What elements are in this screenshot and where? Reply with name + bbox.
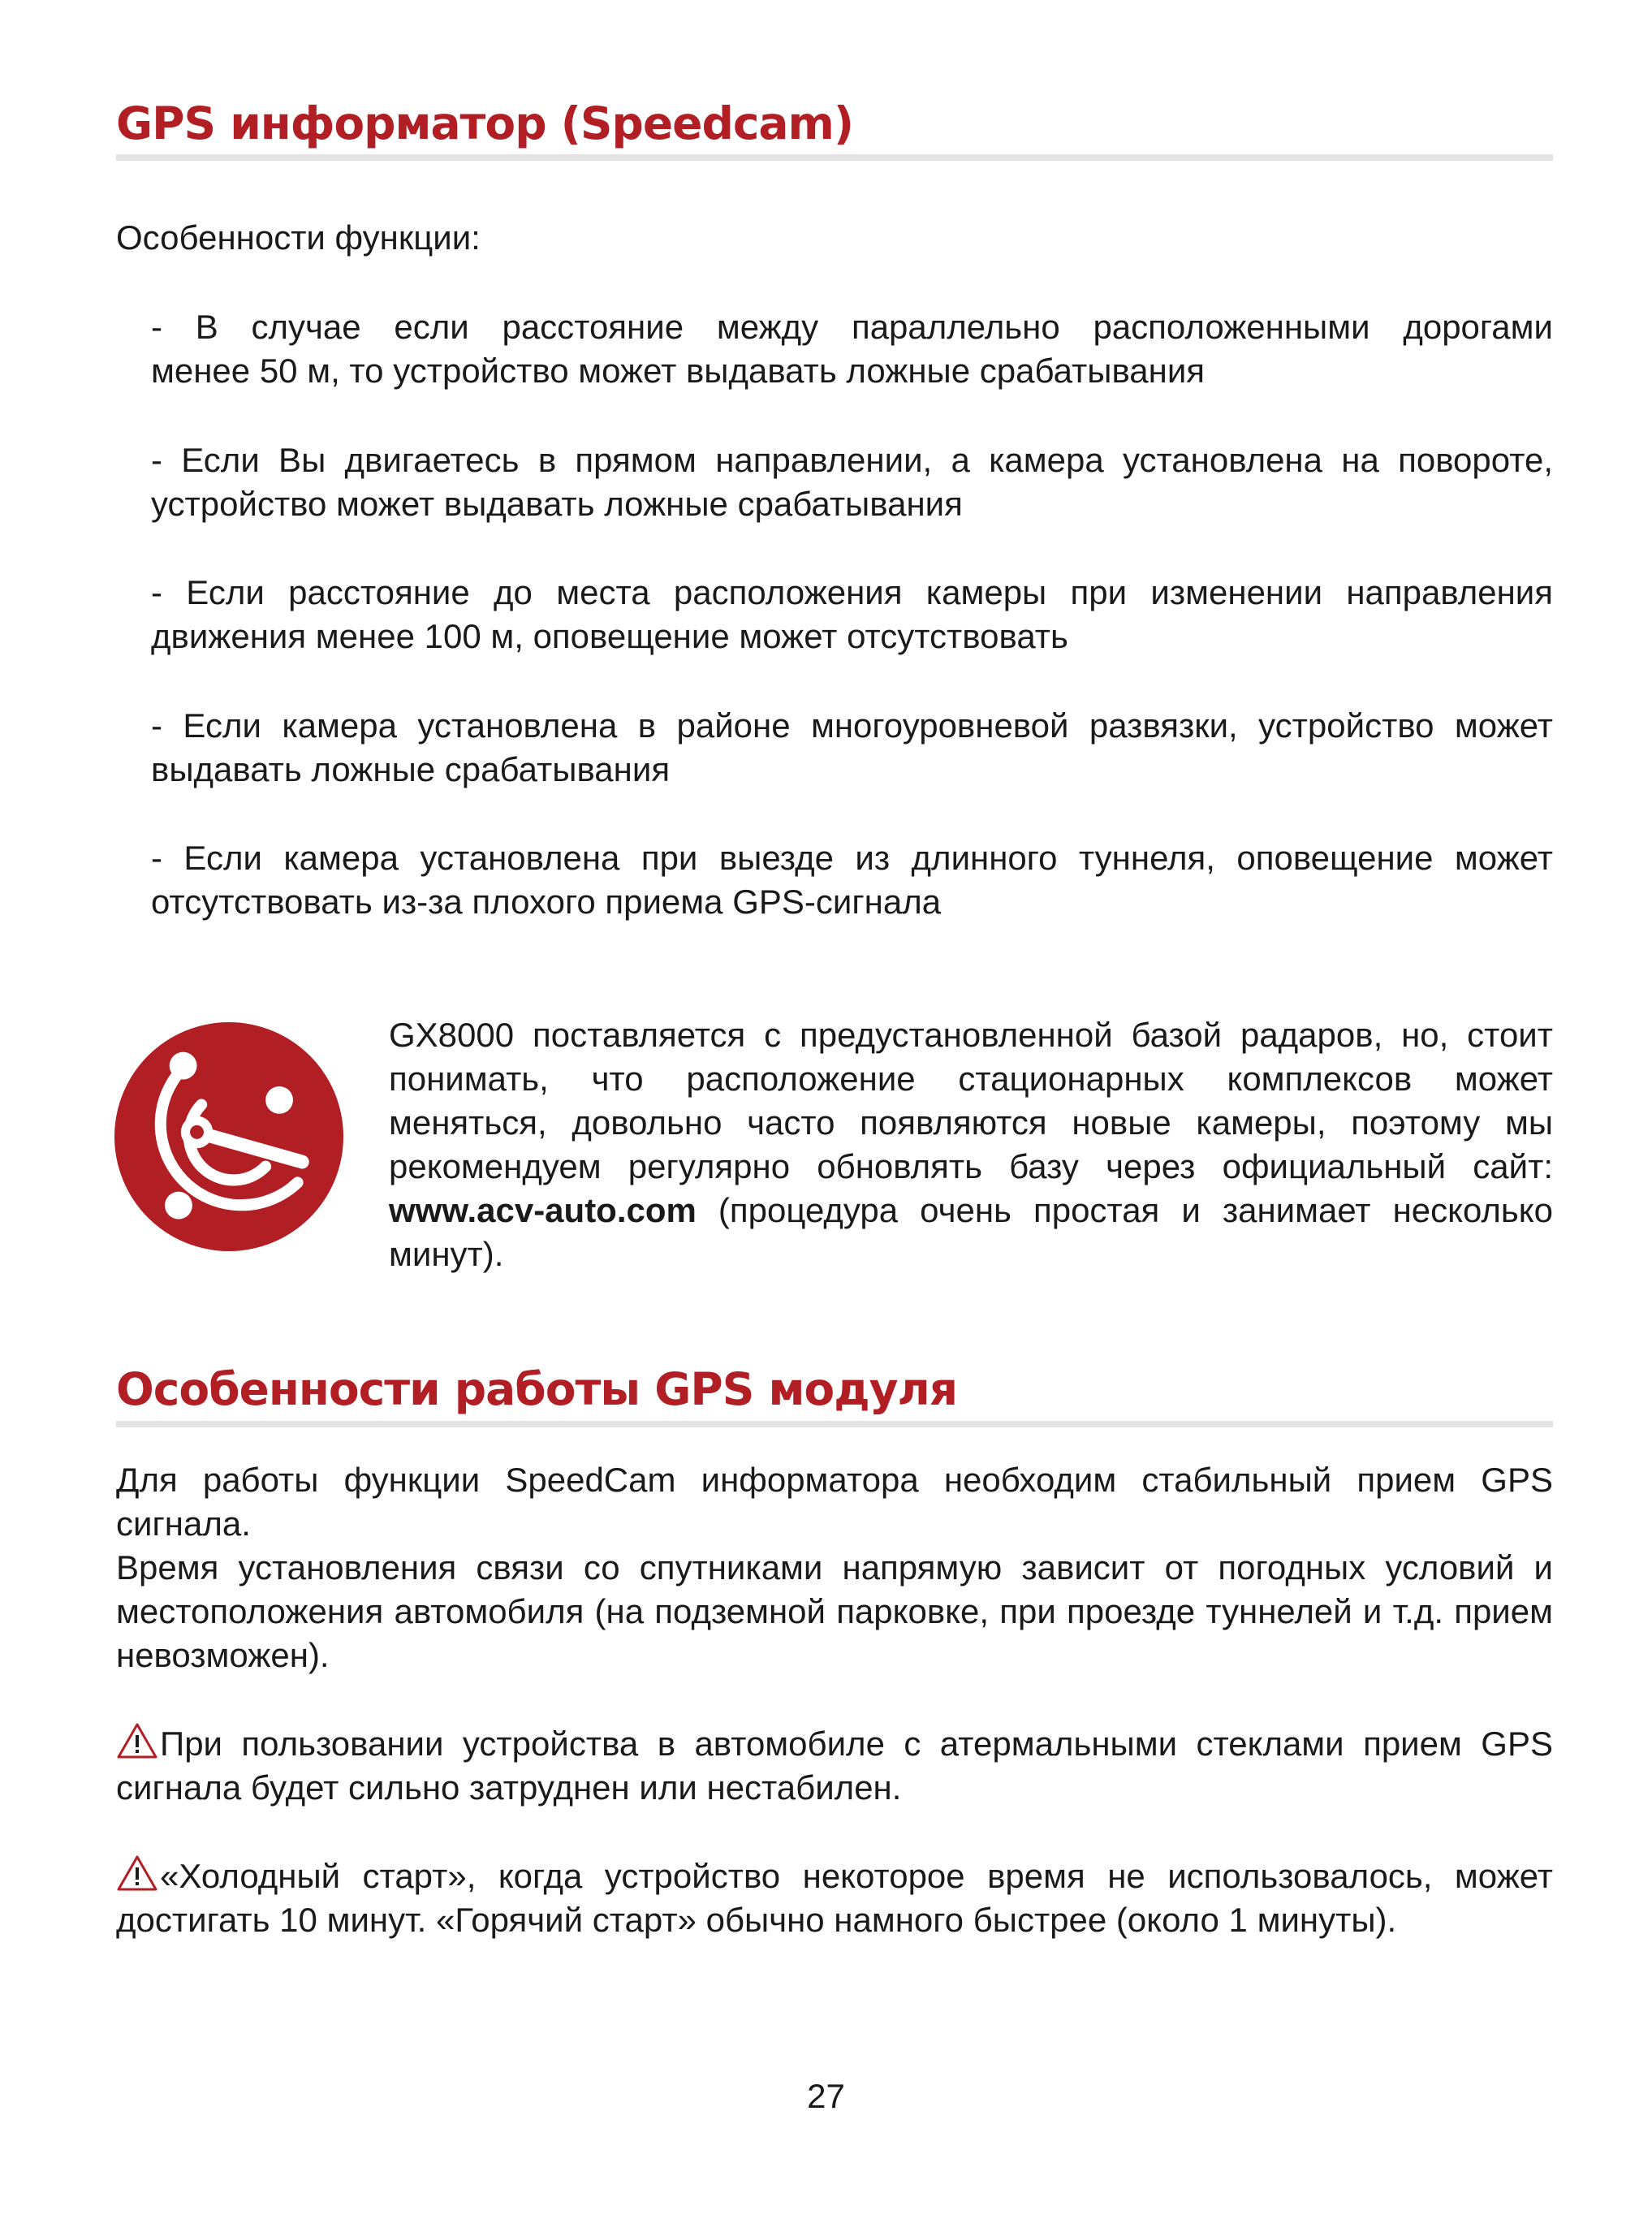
warning-icon (116, 1722, 158, 1759)
warning-athermal-glass (116, 1722, 1553, 1810)
features-intro: Особенности функции: (116, 218, 481, 257)
list-item-line: - Если камера установлена в районе многоуровневой развязки, устройство может (151, 706, 1553, 745)
note-text: GX8000 поставляется с предустановленной базой радаров, но, стоит понимать, что расположение стационарных комплексов может меняться, довольно часто появляются новые камеры, поэтому мы рекомендуем регулярно обновлять базу через официальный сайт: (389, 1016, 1553, 1185)
page-number: 27 (807, 2077, 845, 2115)
list-item-line: отсутствовать из-за плохого приема GPS-сигнала (151, 883, 942, 921)
heading-divider (116, 1421, 1553, 1427)
list-item-line: - Если камера установлена при выезде из длинного туннеля, оповещение может (151, 839, 1553, 877)
list-item-line: выдавать ложные срабатывания (151, 750, 671, 788)
gps-connection-text: Время установления связи со спутниками напрямую зависит от погодных условий и местоположения автомобиля (на подземной парковке, при проезде туннелей и т.д. прием невозможен). (116, 1548, 1553, 1674)
list-item-line: - Если расстояние до места расположения камеры при изменении направления (151, 573, 1553, 611)
section-heading-speedcam: GPS информатор (Speedcam) (116, 97, 853, 149)
warning-icon (116, 1854, 158, 1892)
warning-cold-start (116, 1854, 1553, 1942)
warning-text: «Холодный старт», когда устройство некоторое время не использовалось, может достигать 10 минут. «Горячий старт» обычно намного быстрее (около 1 минуты). (116, 1857, 1553, 1939)
list-item-line: движения менее 100 м, оповещение может отсутствовать (151, 617, 1068, 655)
website-link[interactable]: www.acv-auto.com (389, 1191, 697, 1229)
heading-divider (116, 154, 1553, 161)
list-item-line: устройство может выдавать ложные срабатывания (151, 485, 963, 523)
list-item-line: менее 50 м, то устройство может выдавать ложные срабатывания (151, 352, 1206, 390)
section-heading-gps-module: Особенности работы GPS модуля (116, 1363, 958, 1415)
list-item-line: - Если Вы двигаетесь в прямом направлении, а камера установлена на повороте, (151, 441, 1553, 479)
gps-requirement-text: Для работы функции SpeedCam информатора необходим стабильный прием GPS сигнала. (116, 1461, 1553, 1543)
list-item-line: - В случае если расстояние между параллельно расположенными дорогами (151, 308, 1553, 346)
radar-icon (114, 1022, 343, 1251)
note-text-end: (процедура очень простая и занимает несколько минут). (389, 1191, 1554, 1273)
warning-text: При пользовании устройства в автомобиле с атермальными стеклами прием GPS сигнала будет сильно затруднен или нестабилен. (116, 1725, 1553, 1807)
radar-database-note (389, 1013, 1553, 1276)
